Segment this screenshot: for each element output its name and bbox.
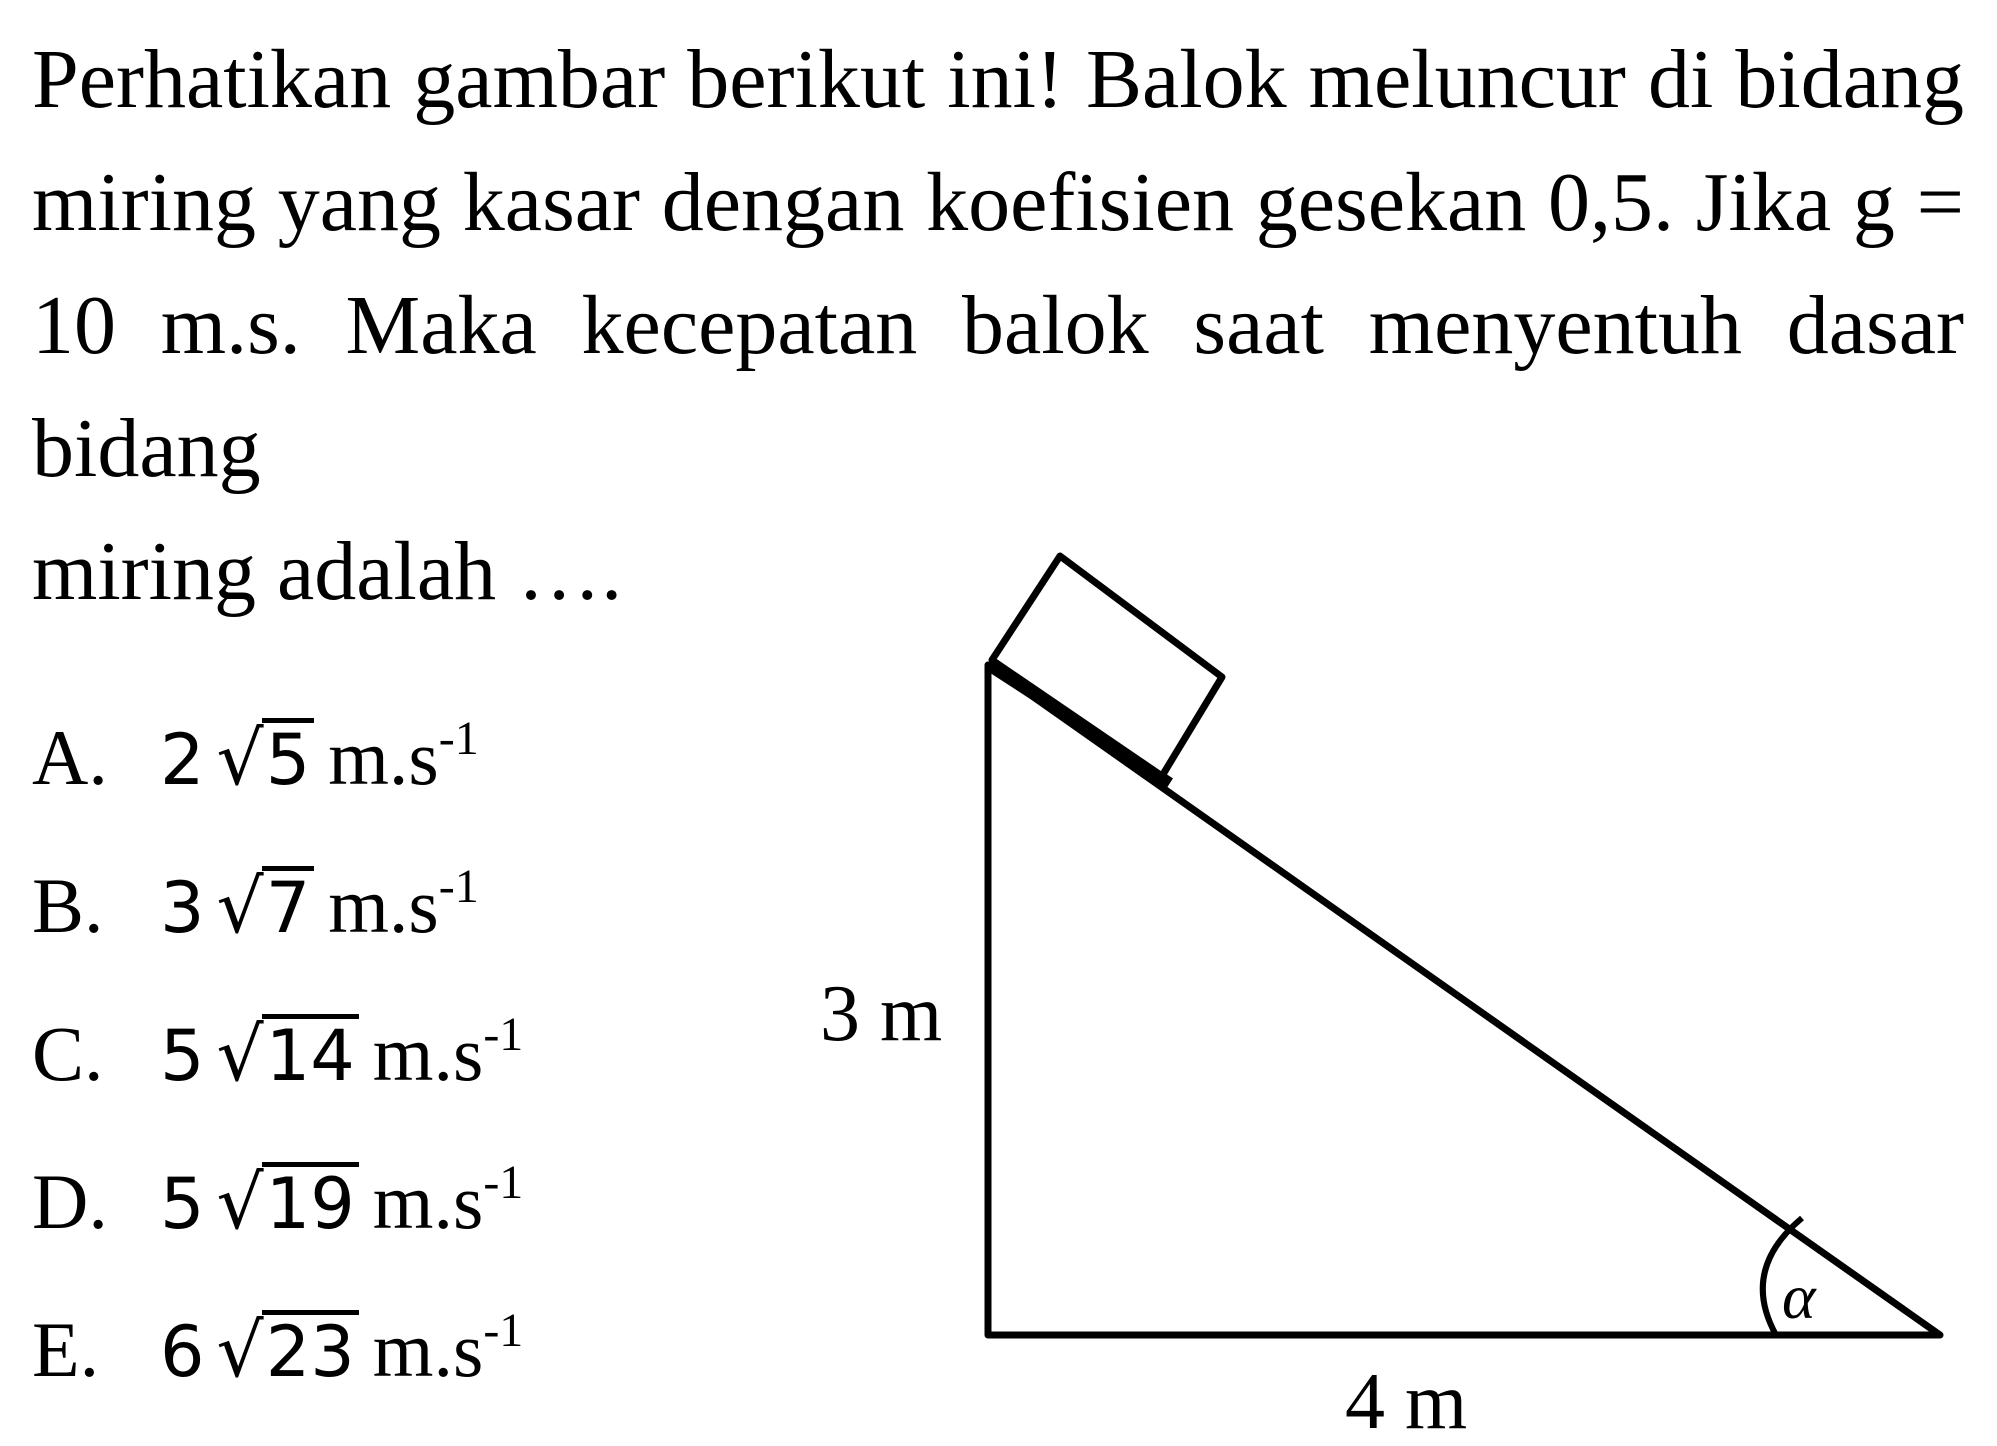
base-label: 4 m — [1345, 1358, 1468, 1446]
sqrt-icon: √ — [216, 864, 264, 950]
option-unit-text: m.s — [372, 1010, 484, 1097]
option-coefficient: 3 — [160, 867, 205, 949]
option-unit-text: m.s — [372, 1306, 484, 1393]
sqrt-icon: √ — [216, 1160, 264, 1246]
option-radicand: 7 — [262, 866, 315, 945]
option-exponent: -1 — [483, 1008, 524, 1061]
height-label: 3 m — [820, 970, 943, 1058]
option-exponent: -1 — [438, 712, 479, 765]
option-exponent: -1 — [483, 1156, 524, 1209]
option-coefficient: 6 — [160, 1311, 205, 1393]
inclined-plane-triangle — [988, 665, 1940, 1335]
option-unit-text: m.s — [328, 862, 439, 949]
option-unit-text: m.s — [328, 714, 439, 801]
option-letter: B. — [32, 862, 104, 949]
option-radicand: 14 — [262, 1014, 359, 1093]
option-coefficient: 5 — [160, 1163, 205, 1245]
angle-label: α — [1782, 1261, 1816, 1332]
option-unit-text: m.s — [372, 1158, 484, 1245]
option-exponent: -1 — [483, 1304, 524, 1357]
sqrt-icon: √ — [216, 1308, 264, 1394]
question-body: Perhatikan gambar berikut ini! Balok meluncur di bidang miring yang kasar dengan koefisien gesekan 0,5. Jika g = 10 m.s. Maka kecepatan balok saat menyentuh dasar bidang — [32, 33, 1964, 495]
question-last-line: miring adalah …. — [32, 525, 623, 618]
option-radicand: 23 — [262, 1310, 359, 1389]
option-coefficient: 2 — [160, 719, 205, 801]
option-exponent: -1 — [438, 860, 479, 913]
option-letter: D. — [32, 1158, 108, 1245]
sqrt-icon: √ — [216, 716, 264, 802]
option-coefficient: 5 — [160, 1015, 205, 1097]
option-letter: A. — [32, 714, 108, 801]
option-letter: C. — [32, 1010, 104, 1097]
sqrt-icon: √ — [216, 1012, 264, 1098]
option-radicand: 5 — [262, 718, 315, 797]
option-letter: E. — [32, 1306, 100, 1393]
option-radicand: 19 — [262, 1162, 359, 1241]
